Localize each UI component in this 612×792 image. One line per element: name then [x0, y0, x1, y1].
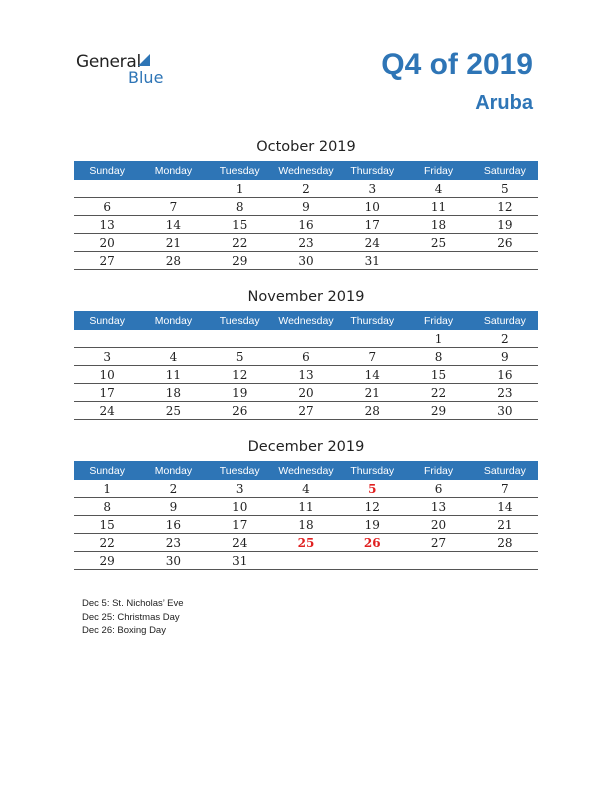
holiday-note: Dec 26: Boxing Day — [82, 625, 166, 636]
weekday-header: Friday — [405, 461, 471, 480]
day-cell: 5 — [472, 180, 538, 198]
day-cell: 8 — [74, 498, 140, 516]
day-cell: 23 — [472, 384, 538, 402]
week-row — [74, 366, 538, 384]
week-row — [74, 384, 538, 402]
weekday-header: Thursday — [339, 311, 405, 330]
day-cell: 7 — [472, 480, 538, 498]
day-cell: 24 — [74, 402, 140, 420]
day-cell: 6 — [74, 198, 140, 216]
day-cell: 15 — [405, 366, 471, 384]
weekday-header: Monday — [140, 461, 206, 480]
week-row — [74, 402, 538, 420]
holiday-day-cell: 5 — [339, 480, 405, 498]
day-cell — [273, 330, 339, 348]
weekday-header: Sunday — [74, 311, 140, 330]
day-cell: 16 — [273, 216, 339, 234]
day-cell: 9 — [472, 348, 538, 366]
day-cell: 18 — [273, 516, 339, 534]
day-cell: 4 — [273, 480, 339, 498]
weekday-header-row — [74, 161, 538, 180]
day-cell: 31 — [207, 552, 273, 570]
logo-text-general: General — [76, 52, 141, 72]
day-cell: 13 — [405, 498, 471, 516]
weekday-header: Sunday — [74, 161, 140, 180]
day-cell: 9 — [273, 198, 339, 216]
day-cell: 17 — [74, 384, 140, 402]
day-cell — [339, 330, 405, 348]
weekday-header-row — [74, 311, 538, 330]
month-title: December 2019 — [247, 439, 365, 455]
page-title: Q4 of 2019 — [381, 48, 533, 81]
weekday-header: Thursday — [339, 461, 405, 480]
day-cell: 6 — [405, 480, 471, 498]
day-cell — [74, 330, 140, 348]
month-december — [74, 436, 538, 570]
day-cell — [472, 252, 538, 270]
day-cell: 1 — [207, 180, 273, 198]
day-cell: 12 — [472, 198, 538, 216]
holiday-day-cell: 26 — [339, 534, 405, 552]
day-cell: 16 — [472, 366, 538, 384]
day-cell: 30 — [273, 252, 339, 270]
logo-text-blue: Blue — [128, 68, 164, 87]
day-cell: 28 — [140, 252, 206, 270]
day-cell: 7 — [339, 348, 405, 366]
week-row — [74, 480, 538, 498]
week-row — [74, 234, 538, 252]
month-november — [74, 286, 538, 420]
day-cell: 24 — [339, 234, 405, 252]
weekday-header: Wednesday — [273, 311, 339, 330]
weekday-header: Sunday — [74, 461, 140, 480]
weekday-header-row — [74, 461, 538, 480]
weekday-header: Wednesday — [273, 161, 339, 180]
day-cell: 10 — [207, 498, 273, 516]
day-cell: 8 — [405, 348, 471, 366]
day-cell: 4 — [140, 348, 206, 366]
day-cell: 1 — [74, 480, 140, 498]
day-cell: 25 — [140, 402, 206, 420]
day-cell: 18 — [405, 216, 471, 234]
day-cell: 21 — [472, 516, 538, 534]
day-cell: 15 — [207, 216, 273, 234]
month-title: November 2019 — [247, 289, 365, 305]
day-cell: 12 — [339, 498, 405, 516]
day-cell: 22 — [405, 384, 471, 402]
day-cell: 2 — [472, 330, 538, 348]
week-row — [74, 252, 538, 270]
week-row — [74, 180, 538, 198]
weekday-header: Friday — [405, 161, 471, 180]
day-cell: 3 — [207, 480, 273, 498]
weekday-header: Monday — [140, 311, 206, 330]
day-cell: 20 — [74, 234, 140, 252]
day-cell: 19 — [207, 384, 273, 402]
day-cell: 20 — [405, 516, 471, 534]
week-row — [74, 348, 538, 366]
day-cell: 28 — [472, 534, 538, 552]
day-cell: 27 — [74, 252, 140, 270]
day-cell: 19 — [339, 516, 405, 534]
day-cell: 22 — [74, 534, 140, 552]
day-cell: 21 — [140, 234, 206, 252]
day-cell: 30 — [140, 552, 206, 570]
holiday-note: Dec 25: Christmas Day — [82, 611, 180, 623]
weekday-header: Saturday — [472, 461, 538, 480]
day-cell: 27 — [405, 534, 471, 552]
day-cell: 23 — [140, 534, 206, 552]
day-cell: 26 — [207, 402, 273, 420]
day-cell — [472, 552, 538, 570]
holiday-note: Dec 5: St. Nicholas’ Eve — [82, 598, 184, 609]
week-row — [74, 330, 538, 348]
day-cell — [74, 180, 140, 198]
week-row — [74, 552, 538, 570]
day-cell: 8 — [207, 198, 273, 216]
day-cell: 29 — [207, 252, 273, 270]
day-cell: 11 — [273, 498, 339, 516]
day-cell: 10 — [339, 198, 405, 216]
day-cell: 9 — [140, 498, 206, 516]
day-cell: 17 — [207, 516, 273, 534]
day-cell: 3 — [74, 348, 140, 366]
day-cell — [339, 552, 405, 570]
day-cell: 11 — [405, 198, 471, 216]
day-cell: 24 — [207, 534, 273, 552]
weekday-header: Thursday — [339, 161, 405, 180]
day-cell: 6 — [273, 348, 339, 366]
week-row — [74, 198, 538, 216]
day-cell: 16 — [140, 516, 206, 534]
calendar-grid — [74, 311, 538, 420]
day-cell: 21 — [339, 384, 405, 402]
day-cell: 23 — [273, 234, 339, 252]
month-october — [74, 136, 538, 270]
day-cell: 3 — [339, 180, 405, 198]
week-row — [74, 498, 538, 516]
day-cell: 5 — [207, 348, 273, 366]
day-cell — [207, 330, 273, 348]
day-cell: 12 — [207, 366, 273, 384]
day-cell: 22 — [207, 234, 273, 252]
day-cell: 17 — [339, 216, 405, 234]
day-cell: 13 — [74, 216, 140, 234]
day-cell: 11 — [140, 366, 206, 384]
day-cell: 10 — [74, 366, 140, 384]
day-cell — [405, 252, 471, 270]
weekday-header: Saturday — [472, 311, 538, 330]
week-row — [74, 216, 538, 234]
day-cell: 25 — [405, 234, 471, 252]
country-name: Aruba — [475, 92, 533, 114]
day-cell: 7 — [140, 198, 206, 216]
day-cell: 19 — [472, 216, 538, 234]
day-cell: 30 — [472, 402, 538, 420]
weekday-header: Friday — [405, 311, 471, 330]
calendar-grid — [74, 461, 538, 570]
day-cell: 15 — [74, 516, 140, 534]
weekday-header: Monday — [140, 161, 206, 180]
day-cell — [405, 552, 471, 570]
calendar-grid — [74, 161, 538, 270]
day-cell — [140, 180, 206, 198]
day-cell — [140, 330, 206, 348]
generalblue-logo — [76, 52, 176, 88]
day-cell: 20 — [273, 384, 339, 402]
day-cell: 2 — [273, 180, 339, 198]
weekday-header: Saturday — [472, 161, 538, 180]
day-cell: 26 — [472, 234, 538, 252]
weekday-header: Tuesday — [207, 161, 273, 180]
day-cell: 29 — [74, 552, 140, 570]
weekday-header: Tuesday — [207, 461, 273, 480]
day-cell: 28 — [339, 402, 405, 420]
day-cell: 1 — [405, 330, 471, 348]
day-cell: 13 — [273, 366, 339, 384]
holiday-notes — [82, 597, 184, 638]
holiday-day-cell: 25 — [273, 534, 339, 552]
day-cell — [273, 552, 339, 570]
day-cell: 14 — [472, 498, 538, 516]
day-cell: 14 — [339, 366, 405, 384]
day-cell: 4 — [405, 180, 471, 198]
day-cell: 31 — [339, 252, 405, 270]
week-row — [74, 534, 538, 552]
weekday-header: Wednesday — [273, 461, 339, 480]
day-cell: 29 — [405, 402, 471, 420]
month-title: October 2019 — [256, 139, 356, 155]
day-cell: 14 — [140, 216, 206, 234]
week-row — [74, 516, 538, 534]
logo-flag-icon — [138, 54, 150, 66]
day-cell: 27 — [273, 402, 339, 420]
weekday-header: Tuesday — [207, 311, 273, 330]
day-cell: 2 — [140, 480, 206, 498]
day-cell: 18 — [140, 384, 206, 402]
